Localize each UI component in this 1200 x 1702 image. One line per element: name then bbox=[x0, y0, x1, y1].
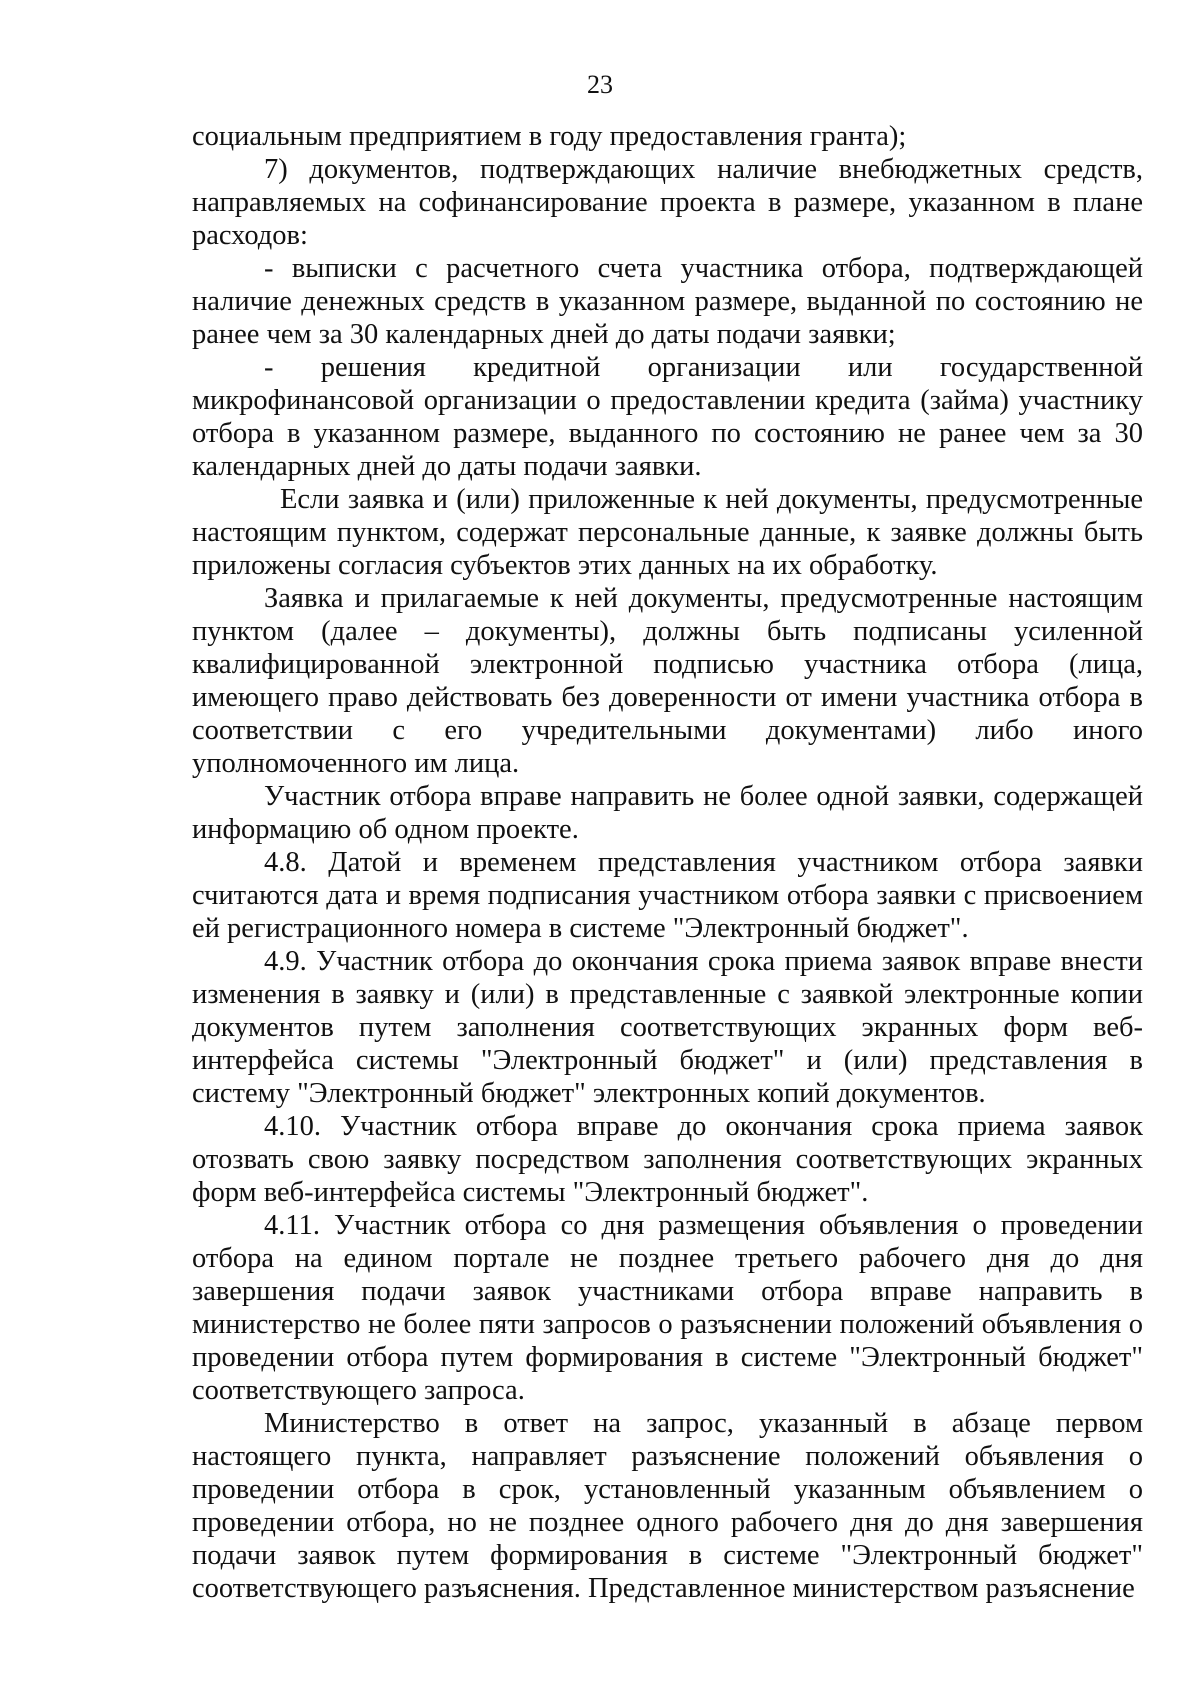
paragraph-4-8: 4.8. Датой и временем представления участником отбора заявки считаются дата и время подписания участником отбора заявки с присвоением ей регистрационного номера в системе "Электронный бюджет". bbox=[192, 847, 1143, 944]
page-number: 23 bbox=[587, 70, 613, 99]
paragraph-ministry-response: Министерство в ответ на запрос, указанный в абзаце первом настоящего пункта, направляет разъяснение положений объявления о проведении отбора в срок, установленный указанным объявлением о проведении отбора, но не позднее одного рабочего дня до дня завершения подачи заявок путем формирования в системе "Электронный бюджет" соответствующего разъяснения. Представленное министерством разъяснение bbox=[192, 1408, 1143, 1604]
paragraph-continuation: социальным предприятием в году предоставления гранта); bbox=[192, 121, 907, 152]
paragraph-one-application: Участник отбора вправе направить не более одной заявки, содержащей информацию об одном проекте. bbox=[192, 781, 1143, 845]
paragraph-4-11: 4.11. Участник отбора со дня размещения объявления о проведении отбора на едином портале не позднее третьего рабочего дня до дня завершения подачи заявок участниками отбора вправе направить в министерство не более пяти запросов о разъяснении положений объявления о проведении отбора путем формирования в системе "Электронный бюджет" соответствующего запроса. bbox=[192, 1210, 1143, 1406]
paragraph-credit-decision: - решения кредитной организации или государственной микрофинансовой организации о предоставлении кредита (займа) участнику отбора в указанном размере, выданного по состоянию не ранее чем за 30 календарных дней до даты подачи заявки. bbox=[192, 352, 1143, 482]
paragraph-signature: Заявка и прилагаемые к ней документы, предусмотренные настоящим пунктом (далее – документы), должны быть подписаны усиленной квалифицированной электронной подписью участника отбора (лица, имеющего право действовать без доверенности от имени участника отбора в соответствии с его учредительными документами) либо иного уполномоченного им лица. bbox=[192, 583, 1143, 779]
paragraph-item-7: 7) документов, подтверждающих наличие внебюджетных средств, направляемых на софинансирование проекта в размере, указанном в плане расходов: bbox=[192, 154, 1143, 251]
paragraph-4-9: 4.9. Участник отбора до окончания срока приема заявок вправе внести изменения в заявку и (или) в представленные с заявкой электронные копии документов путем заполнения соответствующих экранных форм веб-интерфейса системы "Электронный бюджет" и (или) представления в систему "Электронный бюджет" электронных копий документов. bbox=[192, 946, 1143, 1109]
paragraph-bank-statement: - выписки с расчетного счета участника отбора, подтверждающей наличие денежных средств в указанном размере, выданной по состоянию не ранее чем за 30 календарных дней до даты подачи заявки; bbox=[192, 253, 1143, 350]
document-body bbox=[192, 120, 1143, 1605]
paragraph-4-10: 4.10. Участник отбора вправе до окончания срока приема заявок отозвать свою заявку посредством заполнения соответствующих экранных форм веб-интерфейса системы "Электронный бюджет". bbox=[192, 1111, 1143, 1208]
paragraph-personal-data: Если заявка и (или) приложенные к ней документы, предусмотренные настоящим пунктом, содержат персональные данные, к заявке должны быть приложены согласия субъектов этих данных на их обработку. bbox=[192, 484, 1143, 581]
